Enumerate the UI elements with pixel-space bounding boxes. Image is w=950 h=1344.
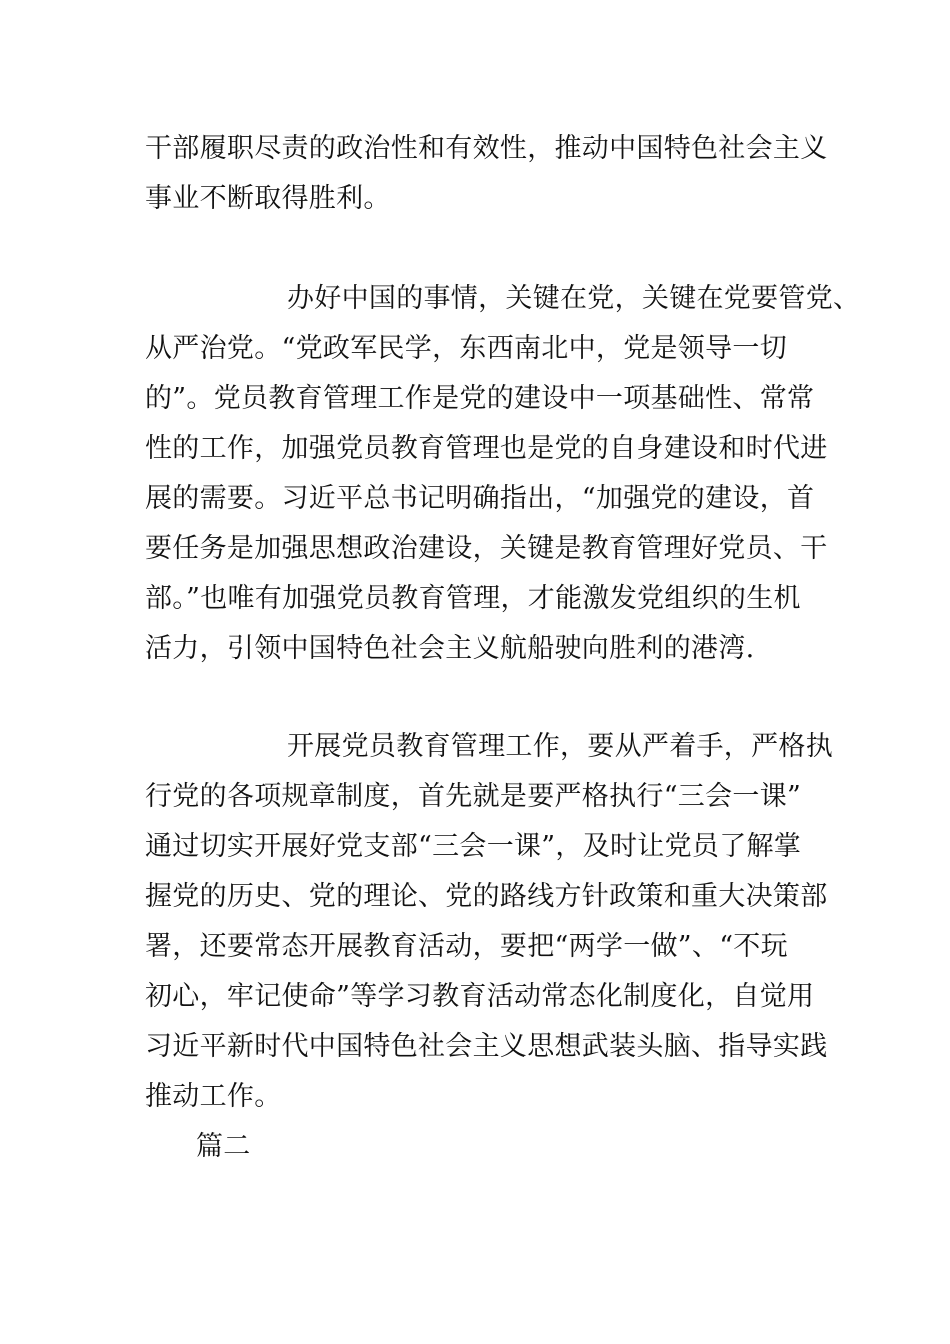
paragraph-1-line-2: 事业不断取得胜利。 [145,183,391,214]
paragraph-3-line-2: 行党的各项规章制度，首先就是要严格执行“三会一课” [145,781,802,812]
paragraph-3-line-8: 推动工作。 [145,1081,282,1112]
paragraph-2-line-3: 的”。党员教育管理工作是党的建设中一项基础性、常常 [145,383,815,414]
paragraph-3-line-7: 习近平新时代中国特色社会主义思想武装头脑、指导实践 [145,1031,828,1062]
paragraph-1-line-1: 干部履职尽责的政治性和有效性，推动中国特色社会主义 [145,133,828,164]
paragraph-2-line-2: 从严治党。“党政军民学，东西南北中，党是领导一切 [145,333,788,364]
paragraph-2-line-1: 办好中国的事情，关键在党，关键在党要管党、 [287,283,861,314]
paragraph-2-line-8: 活力，引领中国特色社会主义航船驶向胜利的港湾. [145,633,755,664]
paragraph-3-line-3: 通过切实开展好党支部“三会一课”，及时让党员了解掌 [145,831,802,862]
paragraph-2-line-5: 展的需要。习近平总书记明确指出，“加强党的建设，首 [145,483,815,514]
section-heading: 篇二 [196,1131,251,1162]
paragraph-2-line-4: 性的工作，加强党员教育管理也是党的自身建设和时代进 [145,433,828,464]
paragraph-2-line-7: 部。”也唯有加强党员教育管理，才能激发党组织的生机 [145,583,801,614]
paragraph-3-line-6: 初心，牢记使命”等学习教育活动常态化制度化，自觉用 [145,981,815,1012]
paragraph-2-line-6: 要任务是加强思想政治建设，关键是教育管理好党员、干 [145,533,828,564]
paragraph-3-line-4: 握党的历史、党的理论、党的路线方针政策和重大决策部 [145,881,828,912]
paragraph-3-line-1: 开展党员教育管理工作，要从严着手，严格执 [287,731,833,762]
paragraph-3-line-5: 署，还要常态开展教育活动，要把“两学一做”、“不玩 [145,931,788,962]
